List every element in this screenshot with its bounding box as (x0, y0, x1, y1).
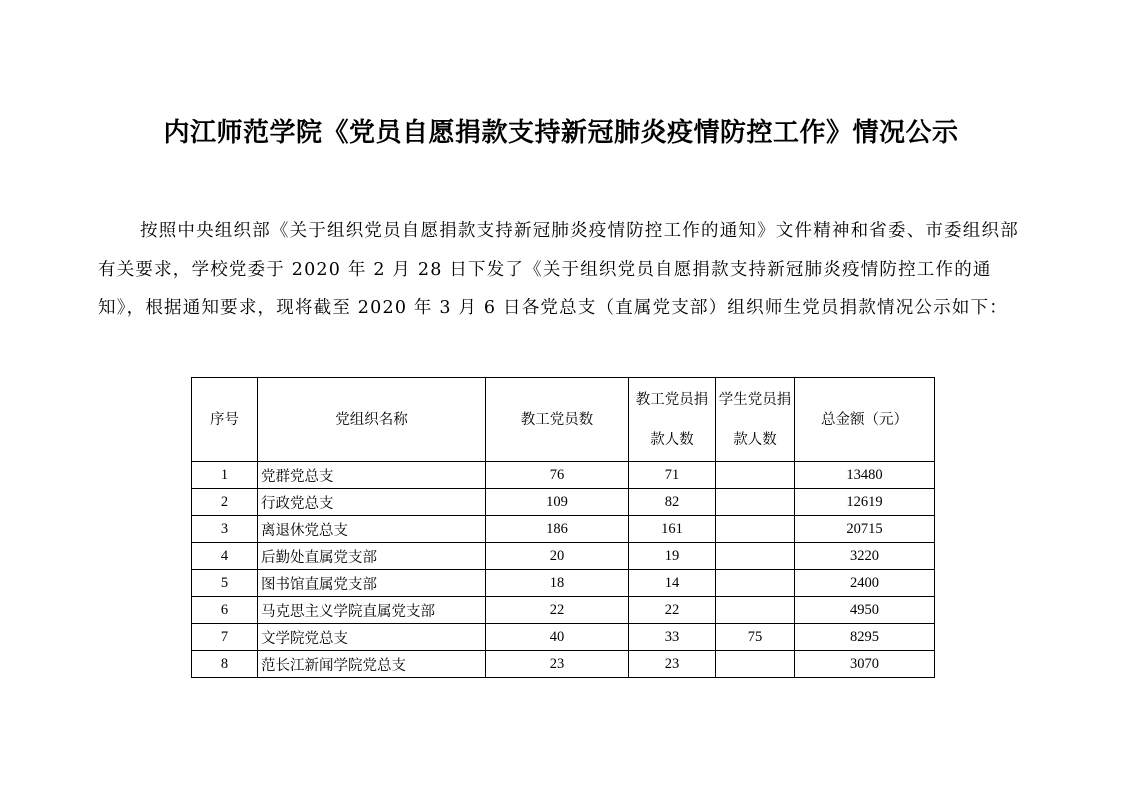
header-index: 序号 (192, 378, 258, 462)
cell-student-donors (716, 570, 795, 597)
cell-total-amount: 2400 (795, 570, 935, 597)
cell-staff-donors: 33 (629, 624, 716, 651)
cell-staff-members: 22 (486, 597, 629, 624)
cell-student-donors (716, 597, 795, 624)
cell-student-donors (716, 516, 795, 543)
cell-org-name: 后勤处直属党支部 (258, 543, 486, 570)
cell-org-name: 离退休党总支 (258, 516, 486, 543)
cell-staff-donors: 22 (629, 597, 716, 624)
cell-org-name: 图书馆直属党支部 (258, 570, 486, 597)
header-org-name: 党组织名称 (258, 378, 486, 462)
cell-org-name: 行政党总支 (258, 489, 486, 516)
cell-index: 7 (192, 624, 258, 651)
cell-org-name: 范长江新闻学院党总支 (258, 651, 486, 678)
cell-staff-donors: 23 (629, 651, 716, 678)
cell-index: 8 (192, 651, 258, 678)
cell-student-donors (716, 462, 795, 489)
cell-staff-members: 18 (486, 570, 629, 597)
document-title: 内江师范学院《党员自愿捐款支持新冠肺炎疫情防控工作》情况公示 (163, 118, 959, 148)
cell-staff-members: 23 (486, 651, 629, 678)
header-total-amount: 总金额（元） (795, 378, 935, 462)
cell-index: 4 (192, 543, 258, 570)
cell-total-amount: 20715 (795, 516, 935, 543)
cell-org-name: 文学院党总支 (258, 624, 486, 651)
cell-staff-members: 40 (486, 624, 629, 651)
table-row (192, 597, 935, 624)
cell-total-amount: 4950 (795, 597, 935, 624)
table-row (192, 651, 935, 678)
cell-staff-members: 20 (486, 543, 629, 570)
cell-staff-members: 109 (486, 489, 629, 516)
table-row (192, 489, 935, 516)
table-row (192, 543, 935, 570)
header-staff-donors: 教工党员捐款人数 (629, 378, 716, 462)
cell-total-amount: 3070 (795, 651, 935, 678)
cell-staff-donors: 71 (629, 462, 716, 489)
cell-student-donors (716, 543, 795, 570)
table-row (192, 624, 935, 651)
cell-total-amount: 3220 (795, 543, 935, 570)
cell-total-amount: 13480 (795, 462, 935, 489)
cell-total-amount: 12619 (795, 489, 935, 516)
cell-org-name: 马克思主义学院直属党支部 (258, 597, 486, 624)
cell-staff-members: 186 (486, 516, 629, 543)
table-row (192, 570, 935, 597)
cell-student-donors (716, 651, 795, 678)
header-student-donors: 学生党员捐款人数 (716, 378, 795, 462)
cell-index: 5 (192, 570, 258, 597)
cell-staff-donors: 161 (629, 516, 716, 543)
table-row (192, 516, 935, 543)
cell-index: 1 (192, 462, 258, 489)
cell-index: 6 (192, 597, 258, 624)
cell-student-donors: 75 (716, 624, 795, 651)
cell-index: 3 (192, 516, 258, 543)
table-row (192, 462, 935, 489)
table-body (192, 462, 935, 678)
donation-table (191, 377, 935, 678)
cell-staff-donors: 19 (629, 543, 716, 570)
cell-index: 2 (192, 489, 258, 516)
header-staff-members: 教工党员数 (486, 378, 629, 462)
cell-staff-members: 76 (486, 462, 629, 489)
cell-total-amount: 8295 (795, 624, 935, 651)
intro-paragraph: 按照中央组织部《关于组织党员自愿捐款支持新冠肺炎疫情防控工作的通知》文件精神和省委、市委组织部有关要求，学校党委于 2020 年 2 月 28 日下发了《关于组织党员自愿捐款支持新冠肺炎疫情防控工作的通知》，根据通知要求，现将截至 2020 年 3 月 6 日各党总支（直属党支部）组织师生党员捐款情况公示如下： (98, 221, 1019, 318)
table-header-row (192, 378, 935, 462)
cell-org-name: 党群党总支 (258, 462, 486, 489)
cell-student-donors (716, 489, 795, 516)
cell-staff-donors: 14 (629, 570, 716, 597)
cell-staff-donors: 82 (629, 489, 716, 516)
